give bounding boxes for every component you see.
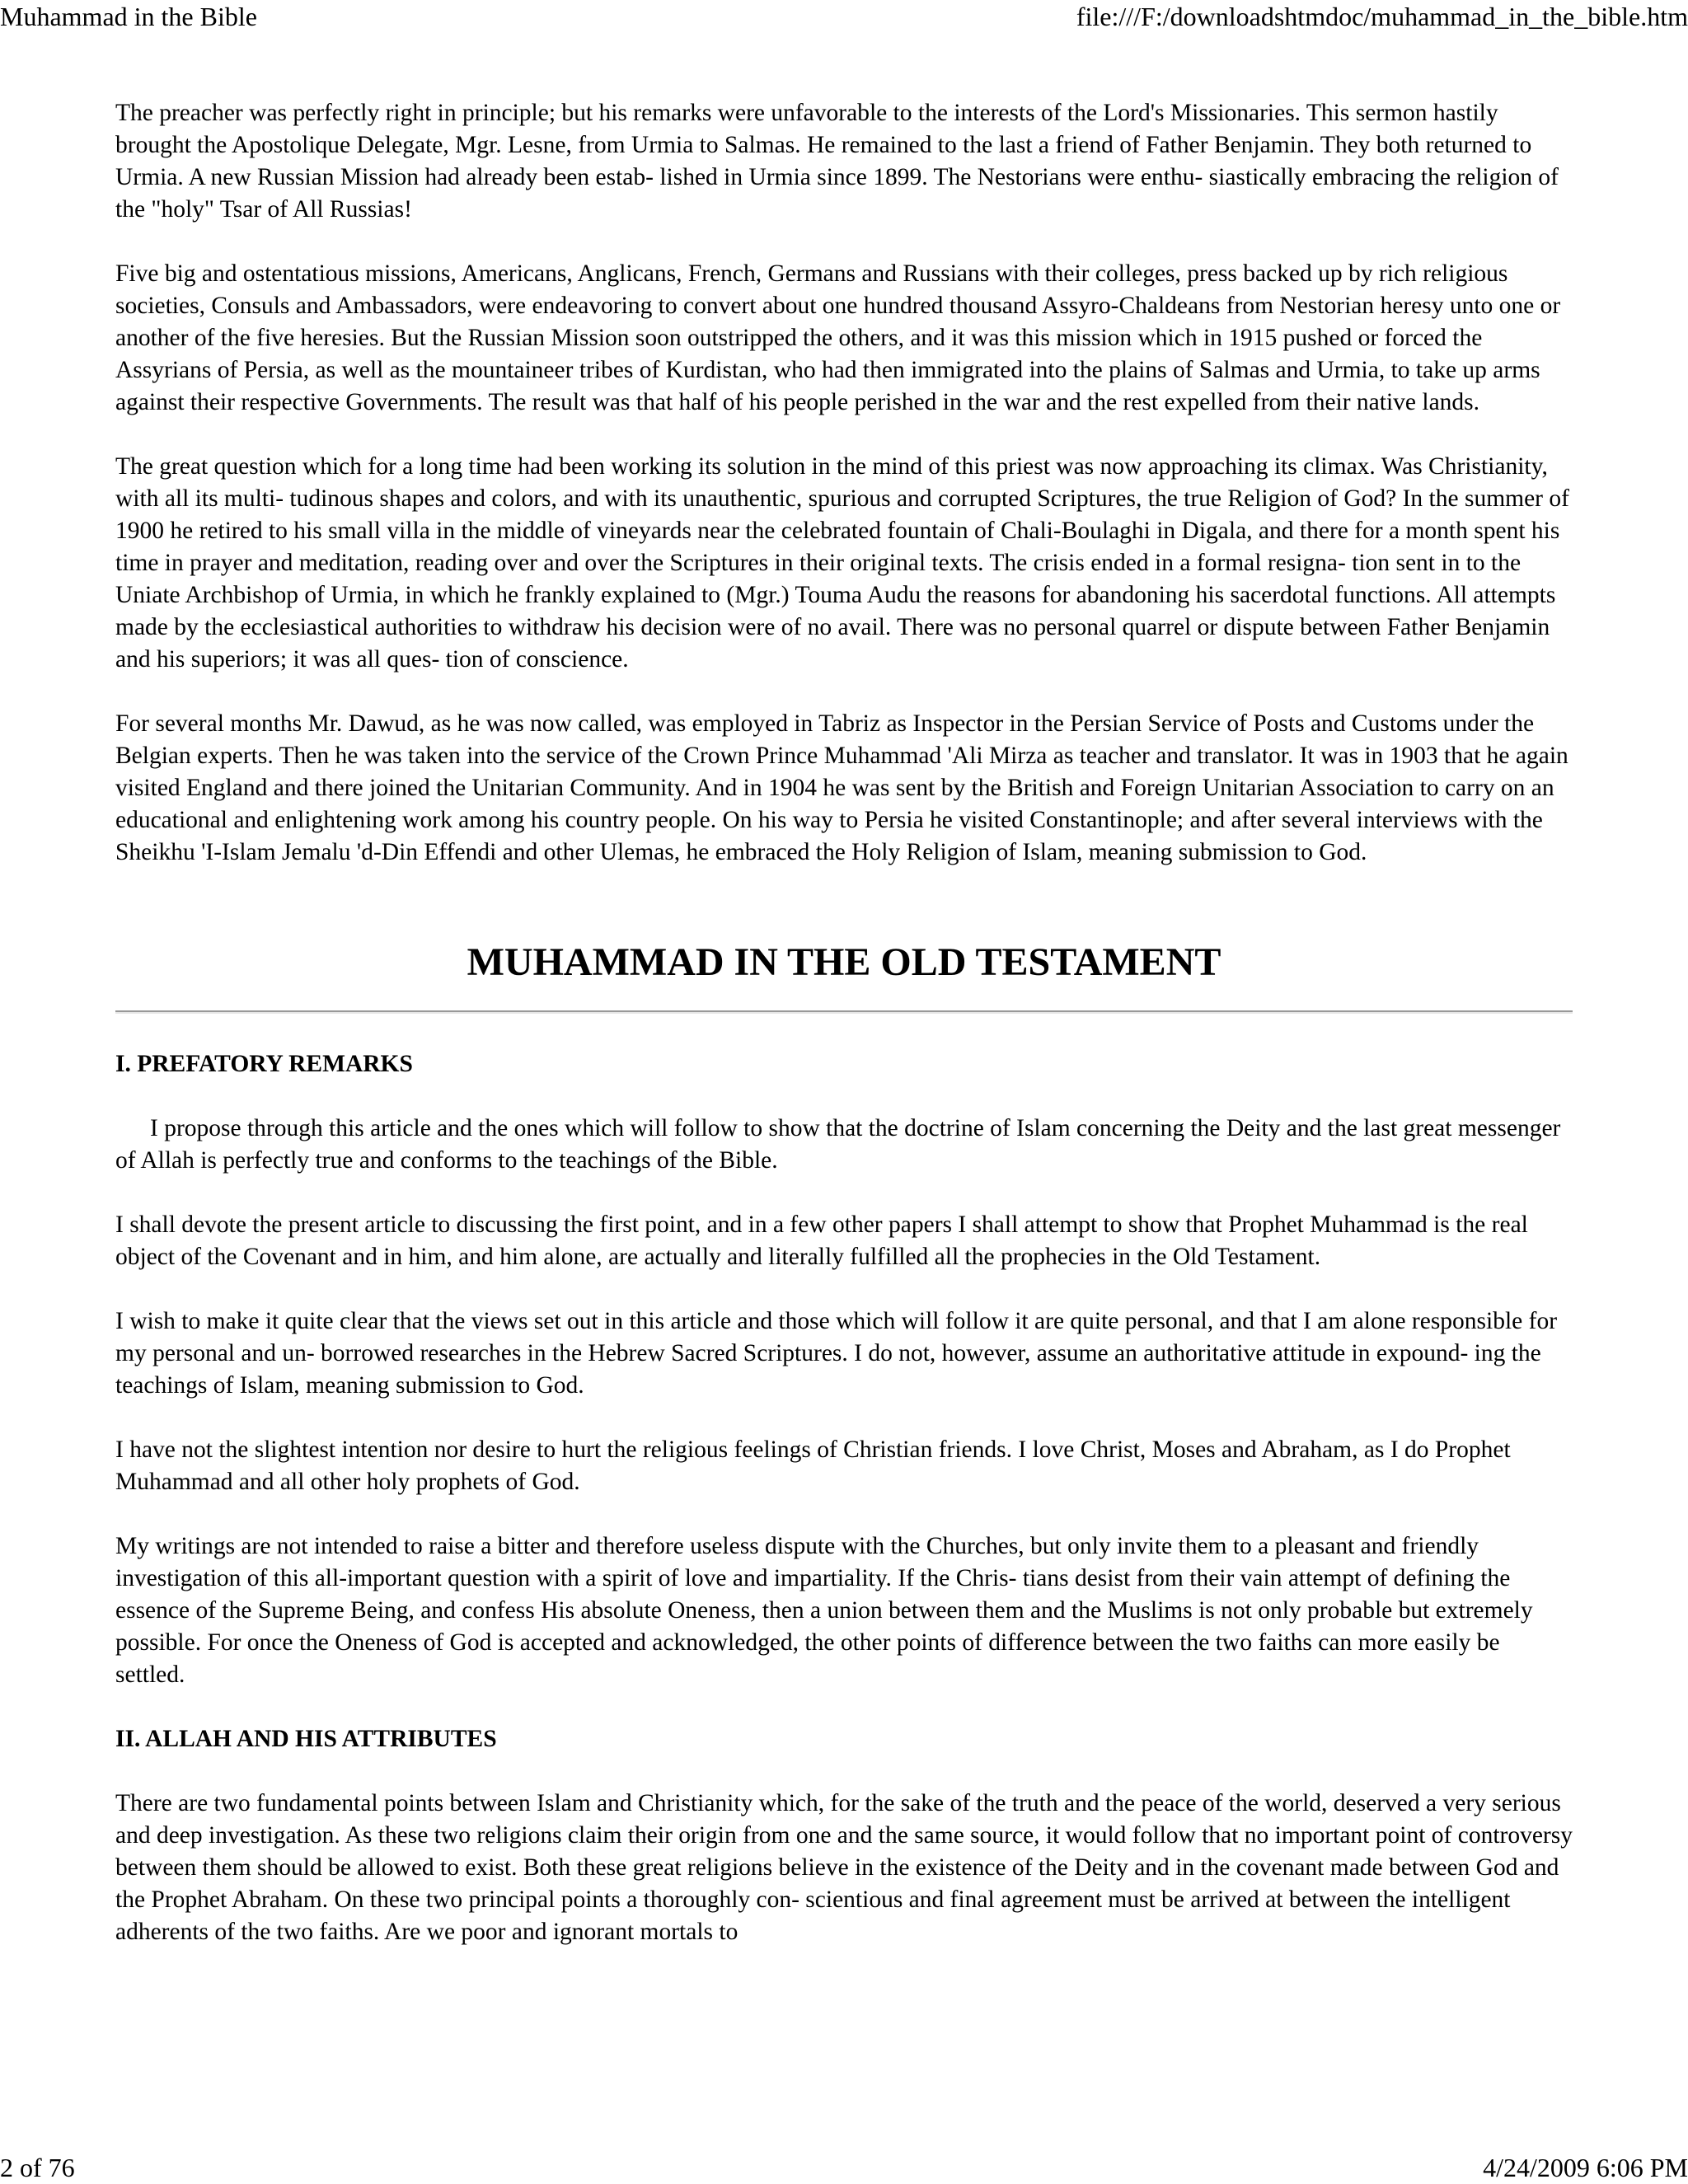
paragraph: There are two fundamental points between Islam and Christianity which, for the sake of the truth and the peace of the world, deserved a very serious and deep investigation. As these two religions claim their origin from one and the same source, it would follow that no important point of controversy between them should be allowed to exist. Both these great religions believe in the existence of the Deity and in the covenant made between God and the Prophet Abraham. On these two principal points a thoroughly con- scientious and final agreement must be arrived at between the intelligent adherents of the two faiths. Are we poor and ignorant mortals to [115,1790,1573,1945]
paragraph: For several months Mr. Dawud, as he was now called, was employed in Tabriz as Inspector in the Persian Service of Posts and Customs under the Belgian experts. Then he was taken into the service of the Crown Prince Muhammad 'Ali Mirza as teacher and translator. It was in 1903 that he again visited England and there joined the Unitarian Community. And in 1904 he was sent by the British and Foreign Unitarian Association to carry on an educational and enlightening work among his country people. On his way to Persia he visited Constantinople; and after several interviews with the Sheikhu 'I-Islam Jemalu 'd-Din Effendi and other Ulemas, he embraced the Holy Religion of Islam, meaning submission to God. [115,710,1568,865]
paragraph: I shall devote the present article to discussing the first point, and in a few other papers I shall attempt to show that Prophet Muhammad is the real object of the Covenant and in him, and him alone, are actually and literally fulfilled all the prophecies in the Old Testament. [115,1212,1528,1270]
section-heading-prefatory: I. PREFATORY REMARKS [115,1051,413,1077]
paragraph: Five big and ostentatious missions, Americans, Anglicans, French, Germans and Russians with their colleges, press backed up by rich religious societies, Consuls and Ambassadors, were endeavoring to convert about one hundred thousand Assyro-Chaldeans from Nestorian heresy unto one or another of the five heresies. But the Russian Mission soon outstripped the others, and it was this mission which in 1915 pushed or forced the Assyrians of Persia, as well as the mountaineer tribes of Kurdistan, who had then immigrated into the plains of Salmas and Urmia, to take up arms against their respective Governments. The result was that half of his people perished in the war and the rest expelled from their native lands. [115,260,1561,415]
print-footer [0,2151,1688,2184]
print-datetime: 4/24/2009 6:06 PM [1483,2153,1688,2182]
print-header [0,0,1688,33]
paragraph: My writings are not intended to raise a bitter and therefore useless dispute with the Churches, but only invite them to a pleasant and friendly investigation of this all-important question with a spirit of love and impartiality. If the Chris- tians desist from their vain attempt of defining the essence of the Supreme Being, and confess His absolute Oneness, then a union between them and the Muslims is not only probable but extremely possible. For once the Oneness of God is accepted and acknowledged, the other points of difference between the two faiths can more easily be settled. [115,1533,1533,1688]
paragraph: I have not the slightest intention nor desire to hurt the religious feelings of Christian friends. I love Christ, Moses and Abraham, as I do Prophet Muhammad and all other holy prophets of God. [115,1436,1511,1495]
page-number: 2 of 76 [0,2153,75,2182]
page-title: MUHAMMAD IN THE OLD TESTAMENT [467,940,1221,984]
document-url: file:///F:/downloadshtmdoc/muhammad_in_the_bible.htm [1076,2,1688,31]
paragraph: The preacher was perfectly right in principle; but his remarks were unfavorable to the interests of the Lord's Missionaries. This sermon hastily brought the Apostolique Delegate, Mgr. Lesne, from Urmia to Salmas. He remained to the last a friend of Father Benjamin. They both returned to Urmia. A new Russian Mission had already been estab- lished in Urmia since 1899. The Nestorians were enthu- siastically embracing the religion of the "holy" Tsar of All Russias! [115,100,1559,223]
paragraph: I propose through this article and the ones which will follow to show that the doctrine of Islam concerning the Deity and the last great messenger of Allah is perfectly true and conforms to the teachings of the Bible. [115,1115,1561,1174]
document-title: Muhammad in the Bible [0,2,257,31]
document-body [115,97,1573,1980]
section-heading-attributes: II. ALLAH AND HIS ATTRIBUTES [115,1726,497,1752]
horizontal-rule [115,1010,1573,1014]
paragraph: I wish to make it quite clear that the views set out in this article and those which will follow it are quite personal, and that I am alone responsible for my personal and un- borrowed researches in the Hebrew Sacred Scriptures. I do not, however, assume an authoritative attitude in expound- ing the teachings of Islam, meaning submission to God. [115,1308,1558,1399]
paragraph: The great question which for a long time had been working its solution in the mind of this priest was now approaching its climax. Was Christianity, with all its multi- tudinous shapes and colors, and with its unauthentic, spurious and corrupted Scriptures, the true Religion of God? In the summer of 1900 he retired to his small villa in the middle of vineyards near the celebrated fountain of Chali-Boulaghi in Digala, and there for a month spent his time in prayer and meditation, reading over and over the Scriptures in their original texts. The crisis ended in a formal resigna- tion sent in to the Uniate Archbishop of Urmia, in which he frankly explained to (Mgr.) Touma Audu the reasons for abandoning his sacerdotal functions. All attempts made by the ecclesiastical authorities to withdraw his decision were of no avail. There was no personal quarrel or dispute between Father Benjamin and his superiors; it was all ques- tion of conscience. [115,453,1569,673]
